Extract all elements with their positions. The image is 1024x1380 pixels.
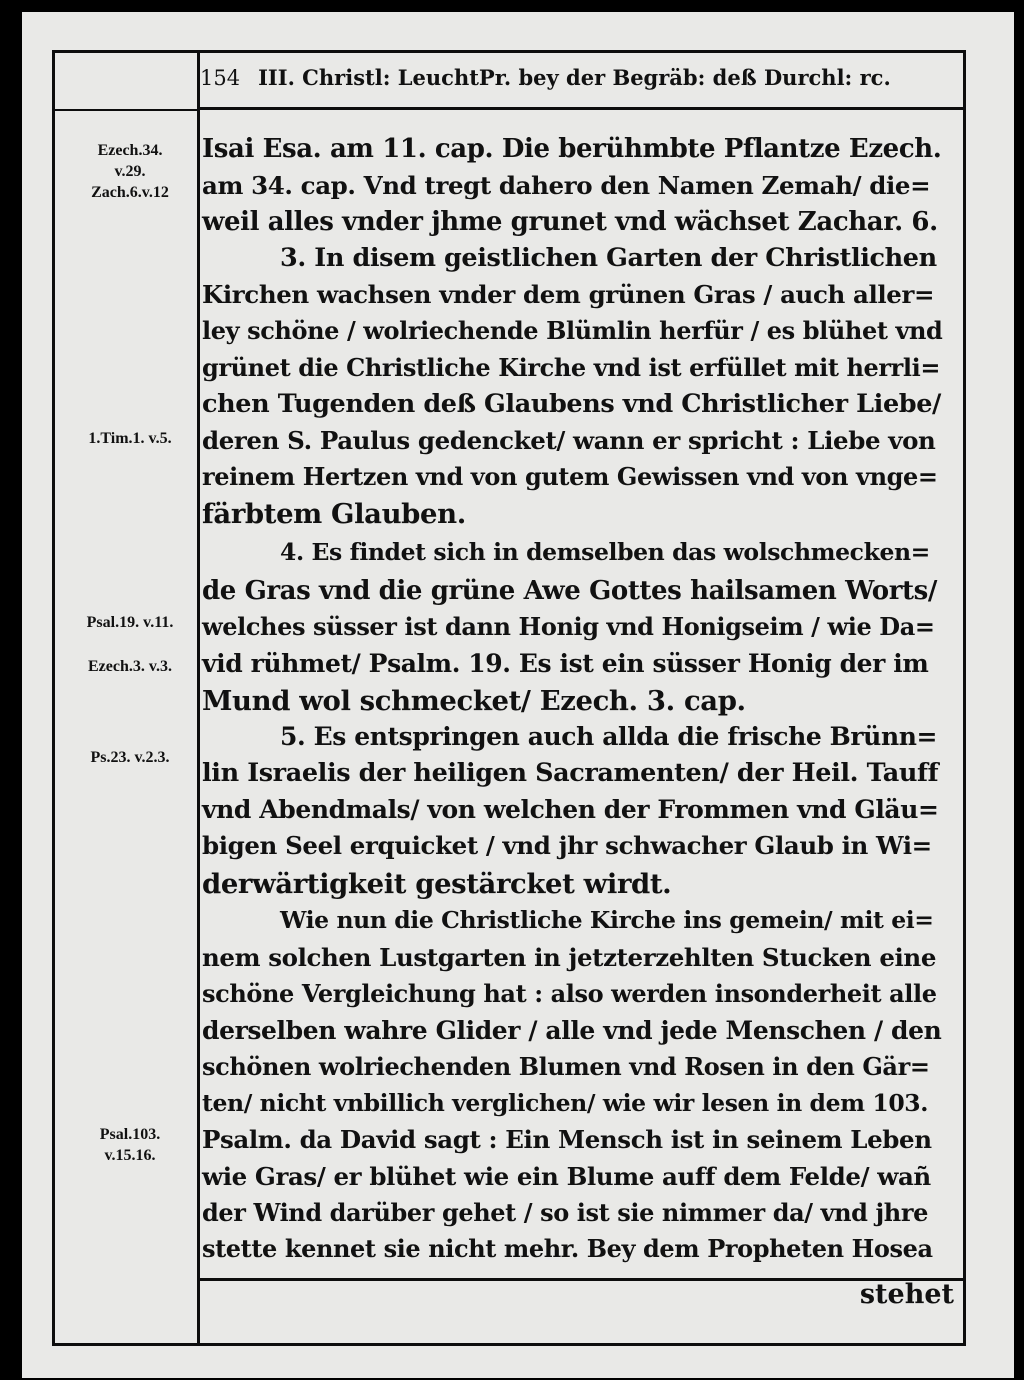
text-line: nem solchen Lustgarten in jetzterzehlten Stucken eine: [202, 943, 937, 972]
margin-note-line: Ezech.34.: [97, 142, 163, 159]
text-line: ten/ nicht vnbillich verglichen/ wie wir lesen in dem 103.: [202, 1089, 929, 1117]
margin-note: [60, 428, 200, 449]
footer-rule: [199, 1278, 963, 1281]
margin-note: [60, 612, 200, 633]
text-line: färbtem Glauben.: [202, 498, 466, 530]
margin-note-line: Ps.23. v.2.3.: [90, 749, 170, 766]
text-line: Wie nun die Christliche Kirche ins gemein/ mit ei=: [280, 906, 934, 934]
text-line: am 34. cap. Vnd tregt dahero den Namen Zemah/ die=: [202, 171, 931, 200]
page-number: 154: [200, 66, 241, 90]
margin-note-line: Psal.103.: [99, 1126, 161, 1143]
text-line: Mund wol schmecket/ Ezech. 3. cap.: [202, 685, 746, 717]
catchword: stehet: [859, 1279, 954, 1310]
text-line: Psalm. da David sagt : Ein Mensch ist in seinem Leben: [202, 1125, 932, 1154]
running-title: III. Christl: LeuchtPr. bey der Begräb: deß Durchl: rc.: [258, 65, 891, 90]
margin-note-line: v.15.16.: [104, 1147, 156, 1164]
text-line: derselben wahre Glider / alle vnd jede Menschen / den: [202, 1016, 942, 1045]
text-line: schöne Vergleichung hat : also werden insonderheit alle: [202, 979, 937, 1008]
margin-header-rule: [55, 109, 199, 111]
text-line: welches süsser ist dann Honig vnd Honigseim / wie Da=: [202, 612, 935, 641]
running-header: [200, 65, 940, 101]
text-line: Isai Esa. am 11. cap. Die berühmbte Pflantze Ezech.: [202, 134, 942, 164]
margin-note: [60, 656, 200, 677]
margin-note-line: Zach.6.v.12: [91, 184, 169, 201]
book-page: [22, 12, 1014, 1378]
text-line: wie Gras/ er blühet wie ein Blume auff dem Felde/ wañ: [202, 1162, 931, 1191]
margin-note: [60, 1124, 200, 1166]
text-line: vnd Abendmals/ von welchen der Frommen vnd Gläu=: [202, 795, 939, 824]
text-line: ley schöne / wolriechende Blümlin herfür / es blühet vnd: [202, 316, 943, 345]
text-line: de Gras vnd die grüne Awe Gottes hailsamen Worts/: [202, 576, 937, 606]
text-line: lin Israelis der heiligen Sacramenten/ der Heil. Tauff: [202, 758, 939, 788]
margin-note-line: 1.Tim.1. v.5.: [88, 430, 172, 447]
text-line: chen Tugenden deß Glaubens vnd Christlicher Liebe/: [202, 389, 941, 419]
text-line: 5. Es entspringen auch allda die frische Brünn=: [280, 722, 938, 751]
margin-note-line: v.29.: [114, 163, 146, 180]
text-line: 3. In disem geistlichen Garten der Christlichen: [280, 243, 937, 273]
text-line: Kirchen wachsen vnder dem grünen Gras / auch aller=: [202, 280, 935, 309]
text-line: bigen Seel erquicket / vnd jhr schwacher Glaub in Wi=: [202, 831, 932, 860]
text-line: 4. Es findet sich in demselben das wolschmecken=: [280, 538, 930, 566]
margin-note: [60, 140, 200, 203]
text-line: deren S. Paulus gedencket/ wann er spricht : Liebe von: [202, 426, 936, 455]
text-line: vid rühmet/ Psalm. 19. Es ist ein süsser Honig der im: [202, 649, 929, 678]
header-rule: [199, 107, 963, 110]
text-line: stette kennet sie nicht mehr. Bey dem Propheten Hosea: [202, 1234, 933, 1263]
text-line: reinem Hertzen vnd von gutem Gewissen vnd von vnge=: [202, 462, 938, 491]
margin-note-line: Ezech.3. v.3.: [88, 658, 172, 675]
margin-note-line: Psal.19. v.11.: [86, 614, 174, 631]
margin-note: [60, 747, 200, 768]
text-line: schönen wolriechenden Blumen vnd Rosen in den Gär=: [202, 1052, 930, 1081]
text-line: weil alles vnder jhme grunet vnd wächset Zachar. 6.: [202, 207, 938, 237]
text-line: derwärtigkeit gestärcket wirdt.: [202, 868, 672, 900]
text-line: grünet die Christliche Kirche vnd ist erfüllet mit herrli=: [202, 353, 941, 382]
text-line: der Wind darüber gehet / so ist sie nimmer da/ vnd jhre: [202, 1198, 928, 1227]
